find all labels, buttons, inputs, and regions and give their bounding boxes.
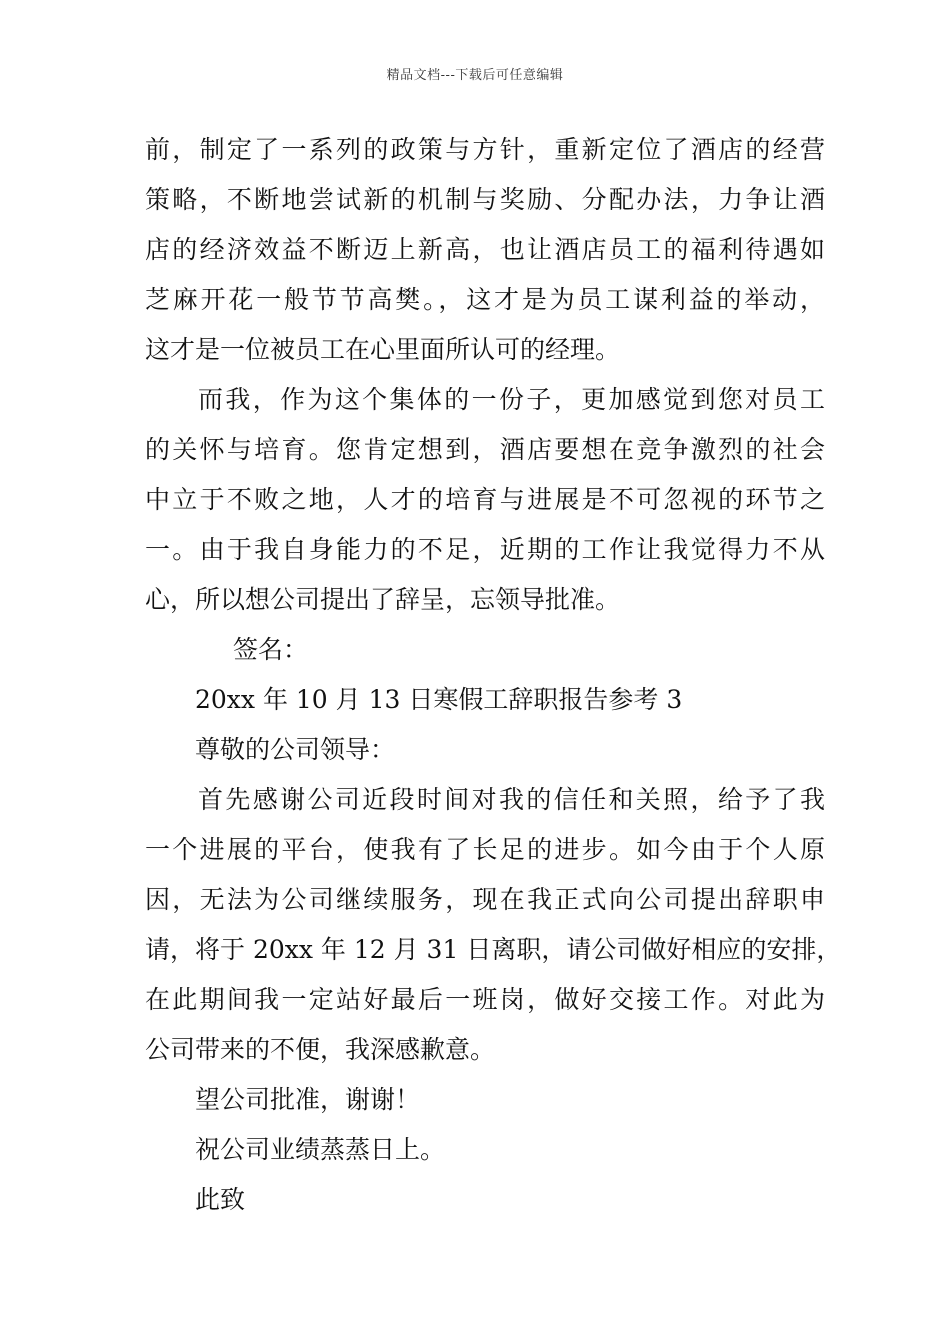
paragraph-3 — [145, 775, 842, 1075]
paragraph-line: 公司带来的不便，我深感歉意。 — [145, 1035, 496, 1064]
paragraph-line: 店的经济效益不断迈上新高，也让酒店员工的福利待遇如 — [145, 235, 825, 264]
paragraph-line: 请，将于 20xx 年 12 月 31 日离职，请公司做好相应的安排， — [145, 935, 842, 964]
paragraph-1 — [145, 125, 825, 375]
closing-line: 此致 — [195, 1185, 246, 1214]
paragraph-line: 而我，作为这个集体的一份子，更加感觉到您对员工 — [198, 385, 825, 414]
paragraph-line: 的关怀与培育。您肯定想到，酒店要想在竞争激烈的社会 — [145, 435, 825, 464]
paragraph-line: 策略，不断地尝试新的机制与奖励、分配办法，力争让酒 — [145, 185, 825, 214]
paragraph-line: 在此期间我一定站好最后一班岗，做好交接工作。对此为 — [145, 985, 825, 1014]
paragraph-line: 中立于不败之地，人才的培育与进展是不可忽视的环节之 — [145, 485, 825, 514]
signature-label: 签名： — [233, 635, 309, 664]
paragraph-line: 芝麻开花一般节节高樊。，这才是为员工谋利益的举动， — [145, 285, 825, 314]
document-body — [145, 125, 842, 1225]
paragraph-line: 一个进展的平台，使我有了长足的进步。如今由于个人原 — [145, 835, 825, 864]
page-header: 精品文档---下载后可任意编辑 — [386, 68, 564, 83]
section-title: 20xx 年 10 月 13 日寒假工辞职报告参考 3 — [195, 685, 683, 714]
salutation: 尊敬的公司领导： — [195, 735, 396, 764]
paragraph-2 — [145, 375, 825, 625]
paragraph-line: 心，所以想公司提出了辞呈，忘领导批准。 — [145, 585, 621, 614]
paragraph-line: 一。由于我自身能力的不足，近期的工作让我觉得力不从 — [145, 535, 825, 564]
paragraph-line: 这才是一位被员工在心里面所认可的经理。 — [145, 335, 621, 364]
paragraph-line: 因，无法为公司继续服务，现在我正式向公司提出辞职申 — [145, 885, 825, 914]
paragraph-line: 前，制定了一系列的政策与方针，重新定位了酒店的经营 — [145, 135, 825, 164]
paragraph-line: 首先感谢公司近段时间对我的信任和关照，给予了我 — [198, 785, 825, 814]
wish-line: 祝公司业绩蒸蒸日上。 — [195, 1135, 446, 1164]
request-line: 望公司批准，谢谢！ — [195, 1085, 421, 1114]
